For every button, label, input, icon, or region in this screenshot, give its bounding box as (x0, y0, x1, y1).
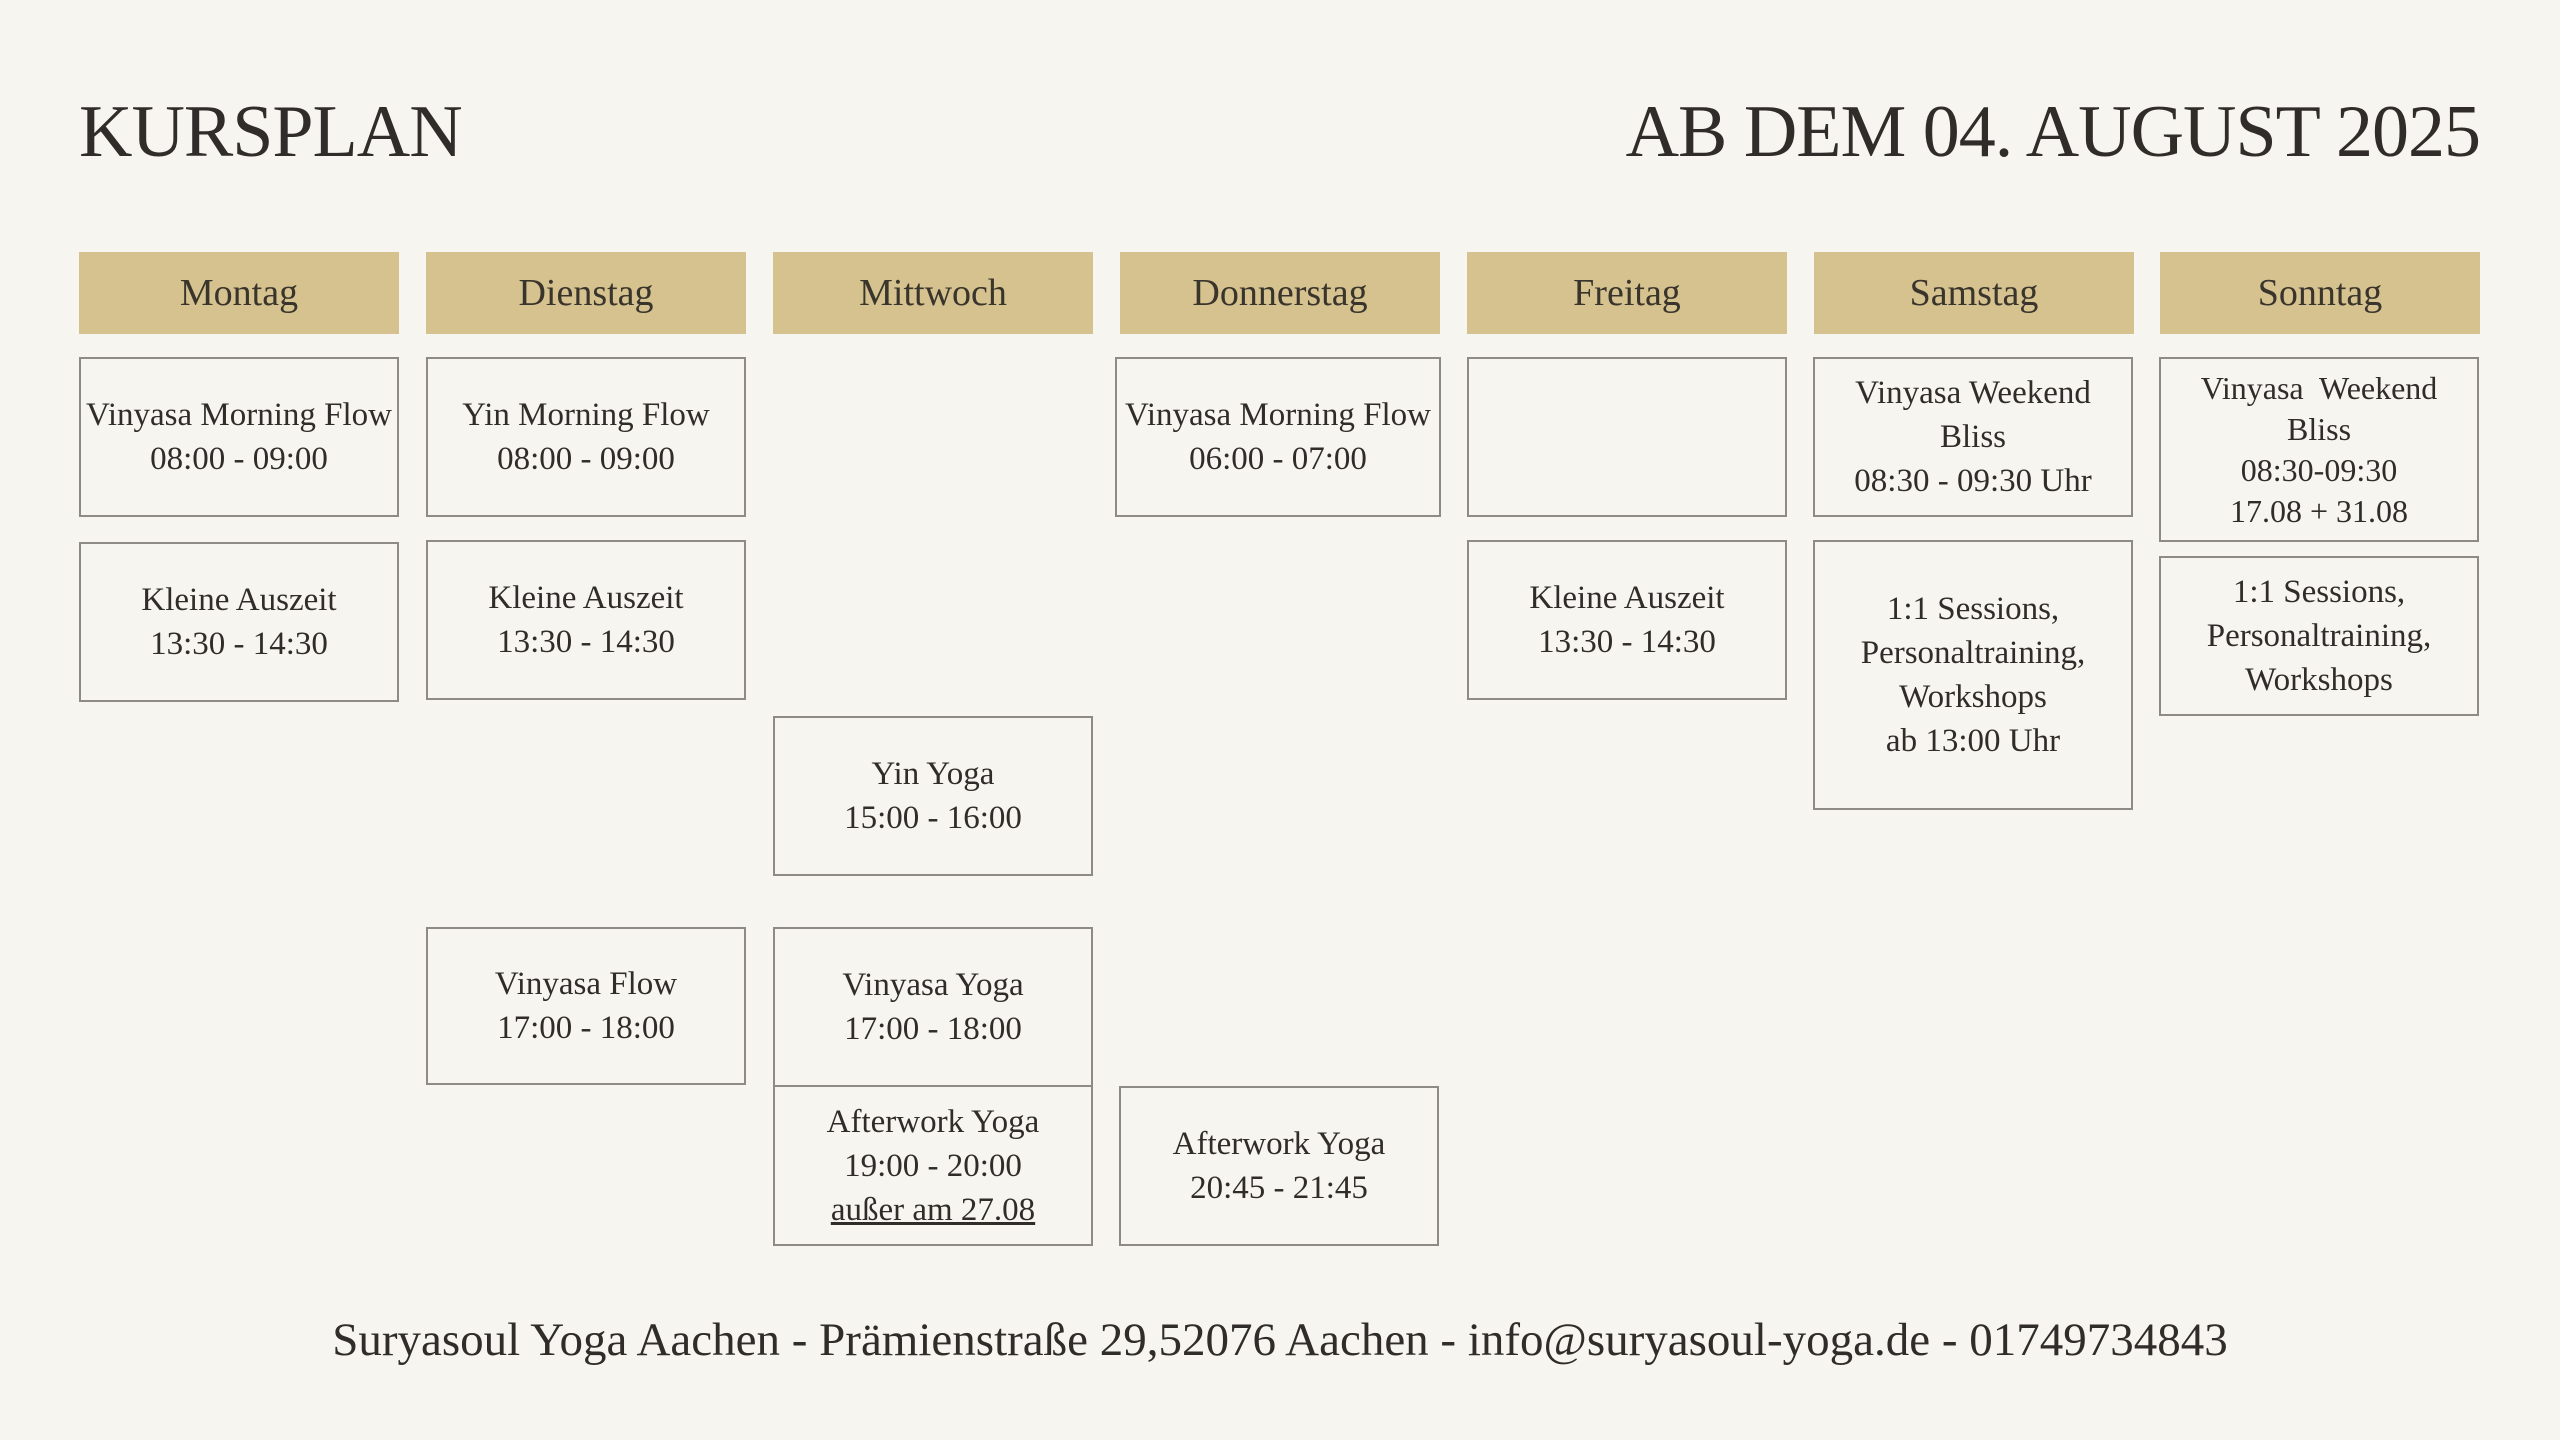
page-title: KURSPLAN (79, 91, 462, 173)
class-time: 08:00 - 09:00 (150, 441, 328, 477)
class-name: Yin Yoga (871, 756, 995, 792)
day-header-montag: Montag (79, 252, 399, 334)
class-box-dienstag-midday (426, 540, 746, 700)
class-time: 13:30 - 14:30 (1538, 624, 1716, 660)
class-name: Kleine Auszeit (488, 580, 684, 616)
class-name-line1: Vinyasa Weekend (2200, 369, 2438, 406)
class-name: Afterwork Yoga (826, 1103, 1040, 1140)
sessions-line3: Workshops (2245, 662, 2393, 698)
class-box-samstag-sessions (1813, 540, 2133, 810)
class-box-mittwoch-afternoon (773, 716, 1093, 876)
class-name-line1: Vinyasa Weekend (1855, 375, 2091, 411)
class-time: 08:30 - 09:30 Uhr (1854, 463, 2092, 499)
day-header-donnerstag: Donnerstag (1120, 252, 1440, 334)
class-name: Vinyasa Morning Flow (85, 397, 392, 433)
day-header-dienstag: Dienstag (426, 252, 746, 334)
class-name-line2: Bliss (1939, 419, 2007, 455)
class-time: 20:45 - 21:45 (1190, 1170, 1368, 1206)
class-box-donnerstag-morning (1115, 357, 1441, 517)
class-box-freitag-morning-empty (1467, 357, 1787, 517)
class-box-mittwoch-evening (773, 927, 1093, 1087)
day-header-mittwoch: Mittwoch (773, 252, 1093, 334)
class-box-dienstag-evening (426, 927, 746, 1085)
class-name-line2: Bliss (2286, 410, 2352, 447)
class-time: 08:00 - 09:00 (497, 441, 675, 477)
class-name: Yin Morning Flow (462, 397, 710, 433)
class-name: Kleine Auszeit (1529, 580, 1725, 616)
class-exception-note: außer am 27.08 (830, 1191, 1036, 1228)
class-time: 17:00 - 18:00 (497, 1010, 675, 1046)
class-time: 13:30 - 14:30 (150, 626, 328, 662)
class-box-donnerstag-afterwork (1119, 1086, 1439, 1246)
class-name: Vinyasa Flow (494, 966, 678, 1002)
class-name: Vinyasa Yoga (842, 967, 1024, 1003)
class-box-sonntag-morning (2159, 357, 2479, 542)
class-box-montag-morning (79, 357, 399, 517)
sessions-line1: 1:1 Sessions, (1886, 591, 2060, 627)
class-box-samstag-morning (1813, 357, 2133, 517)
class-name: Vinyasa Morning Flow (1124, 397, 1431, 433)
class-box-sonntag-sessions (2159, 556, 2479, 716)
class-dates: 17.08 + 31.08 (2229, 492, 2409, 529)
class-time: 17:00 - 18:00 (844, 1011, 1022, 1047)
class-name: Kleine Auszeit (141, 582, 337, 618)
class-time: 15:00 - 16:00 (844, 800, 1022, 836)
day-header-freitag: Freitag (1467, 252, 1787, 334)
class-time: ab 13:00 Uhr (1885, 723, 2061, 759)
class-box-mittwoch-afterwork (773, 1085, 1093, 1246)
sessions-line1: 1:1 Sessions, (2232, 574, 2406, 610)
day-header-samstag: Samstag (1814, 252, 2134, 334)
footer-contact: Suryasoul Yoga Aachen - Prämienstraße 29,52076 Aachen - info@suryasoul-yoga.de - 01749734843 (332, 1314, 2228, 1366)
class-box-montag-midday (79, 542, 399, 702)
class-time: 13:30 - 14:30 (497, 624, 675, 660)
class-time: 19:00 - 20:00 (844, 1147, 1022, 1184)
class-box-dienstag-morning (426, 357, 746, 517)
sessions-line3: Workshops (1899, 679, 2047, 715)
class-box-freitag-midday (1467, 540, 1787, 700)
day-header-sonntag: Sonntag (2160, 252, 2480, 334)
class-name: Afterwork Yoga (1172, 1126, 1386, 1162)
schedule-start-date: AB DEM 04. AUGUST 2025 (1625, 91, 2480, 173)
class-time: 08:30-09:30 (2240, 451, 2398, 488)
class-time: 06:00 - 07:00 (1189, 441, 1367, 477)
sessions-line2: Personaltraining, (2206, 618, 2432, 654)
sessions-line2: Personaltraining, (1860, 635, 2086, 671)
